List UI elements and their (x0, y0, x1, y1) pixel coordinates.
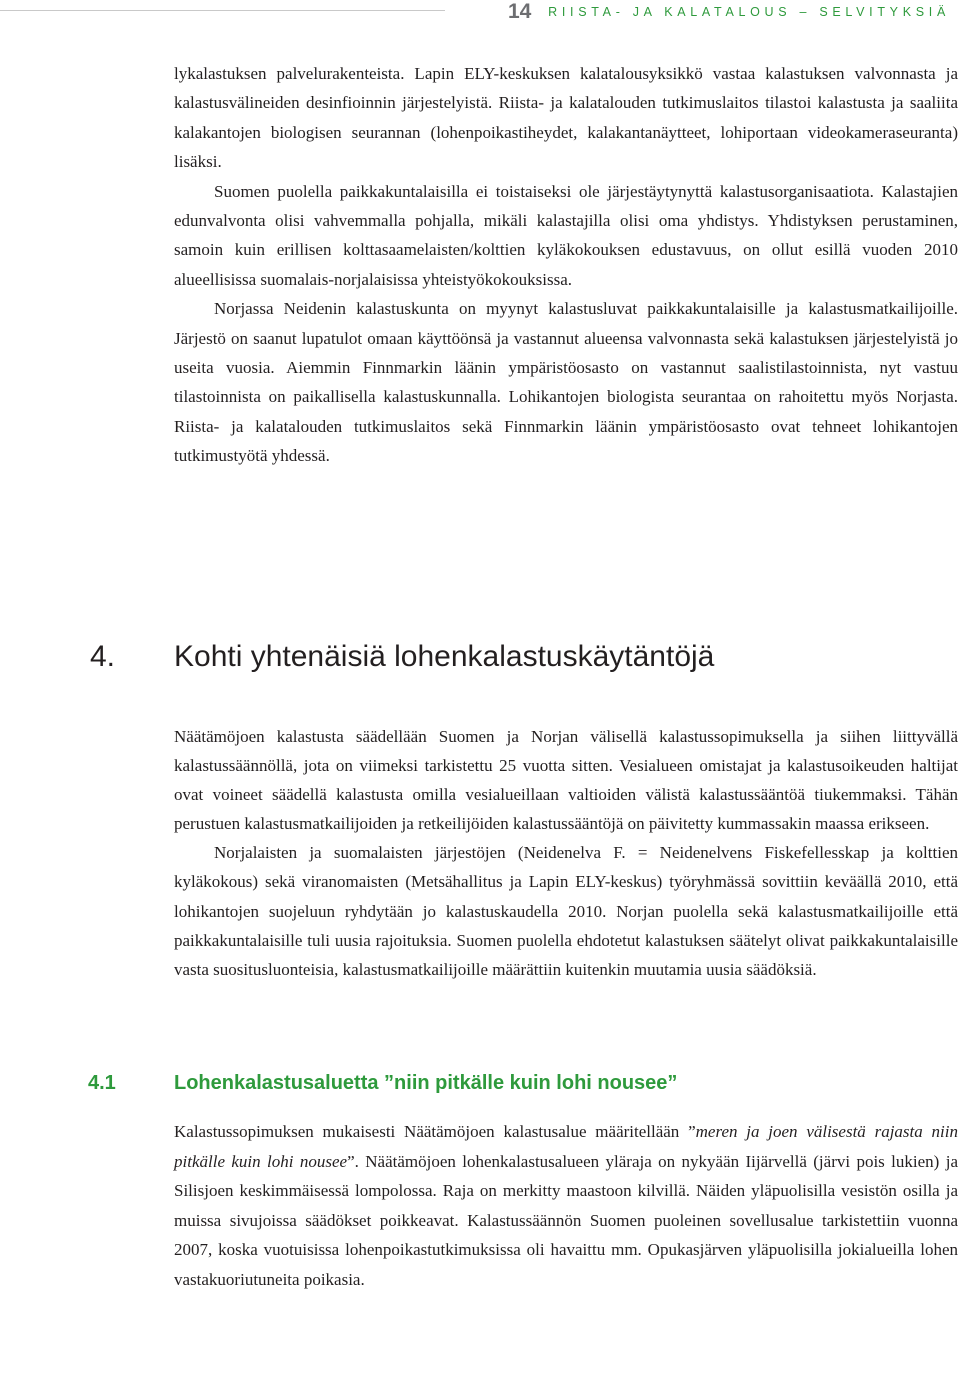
section-4-number: 4. (90, 640, 116, 673)
section-4-1-title: Lohenkalastusaluetta ”niin pitkälle kuin lohi nousee” (174, 1072, 678, 1094)
section-4-text (174, 722, 958, 984)
section-4-title: Kohti yhtenäisiä lohenkalastuskäytäntöjä (174, 640, 715, 673)
paragraph-rest: ”. Näätämöjoen lohenkalastusalueen yläraja on nykyään Iijärvellä (järvi pois lukien) ja Silisjoen keskimmäisessä lompolossa. Raja on merkitty maastoon kilvillä. Näiden yläpuolisilla vesistön osilla ja muissa sivujoissa säädökset poikkeavat. Kalastussäännön Suomen puoleinen sovellusalue tarkistettiin vuonna 2007, koska vuotuisissa lohenpoikastutkimuksissa oli havaittu mm. Opukasjärven yläpuolisilla jokialueilla lohen vastakuoriutuneita poikasia. (174, 1151, 958, 1289)
paragraph-lead: Kalastussopimuksen mukaisesti Näätämöjoen kalastusalue määritellään ” (174, 1122, 696, 1141)
paragraph-norway: Norjassa Neidenin kalastuskunta on myynyt kalastusluvat paikkakuntalaisille ja kalastusmatkailijoille. Järjestö on saanut lupatulot omaan käyttöönsä ja vastannut alueensa valvonnasta sekä kalastuksen järjestelyistä jo useita vuosia. Aiemmin Finnmarkin läänin ympäristöosasto on vastannut saalistilastoinnista, nyt vastuu tilastoinnista on paikallisella kalastuskunnalla. Lohikantojen biologista seurantaa on rahoitettu myös Norjasta. Riista- ja kalatalouden tutkimuslaitos sekä Finnmarkin läänin ympäristöosasto ovat tehneet lohikantojen tutkimustyötä yhdessä. (174, 299, 958, 466)
section-4-1-text (174, 1117, 958, 1294)
top-text-block (174, 59, 958, 471)
section-4-1-paragraph (174, 1117, 958, 1294)
header-rule (0, 10, 445, 11)
quoted-definition: meren ja joen välisestä rajasta niin pitkälle kuin lohi nousee (174, 1122, 958, 1171)
section-4-paragraph-1: Näätämöjoen kalastusta säädellään Suomen ja Norjan välisellä kalastussopimuksella ja siihen liittyvällä kalastussäännöllä, jota on viimeksi tarkistettu 25 vuotta sitten. Vesialueen omistajat ja kalastusoikeuden haltijat ovat voineet säädellä kalastusta omilla vesialueillaan valtioiden välistä kalastussääntöä tiukemmaksi. Tähän perustuen kalastusmatkailijoiden ja retkeilijöiden kalastussääntöjä on päivitetty kummassakin maassa erikseen. (174, 727, 958, 834)
section-4-1-number: 4.1 (88, 1072, 116, 1094)
section-4-paragraph-2: Norjalaisten ja suomalaisten järjestöjen (Neidenelva F. = Neidenelvens Fiskefellesskap ja kolttien kyläkokous) sekä viranomaisten (Metsähallitus ja Lapin ELY-keskus) työryhmässä sovittiin keväällä 2010, että lohikantojen suojeluun ryhdytään jo kalastuskaudella 2010. Norjan puolella sekä kalastusmatkailijoille että paikkakuntalaisille tuli uusia rajoituksia. Suomen puolella ehdotetut kalastuksen säätelyt olivat paikkakuntalaisille vasta suositusluonteisia, kalastusmatkailijoille määrättiin kuitenkin muutamia uusia säädöksiä. (174, 843, 958, 979)
paragraph-continuation: lykalastuksen palvelurakenteista. Lapin ELY-keskuksen kalatalousyksikkö vastaa kalastuksen valvonnasta ja kalastusvälineiden desinfioinnin järjestelyistä. Riista- ja kalatalouden tutkimuslaitos tilastoi kalastusta ja saaliita kalakantojen biologisen seurannan (lohenpoikastiheydet, kalakantanäytteet, lohiportaan videokameraseuranta) lisäksi. (174, 64, 958, 172)
paragraph-organisation: Suomen puolella paikkakuntalaisilla ei toistaiseksi ole järjestäytynyttä kalastusorganisaatiota. Kalastajien edunvalvonta olisi vahvemmalla pohjalla, mikäli kalastajilla olisi oma yhdistys. Yhdistyksen perustaminen, samoin kuin erillisen kolttasaamelaisten/kolttien kyläkokouksen edustavuus, on ollut esillä vuoden 2010 alueellisissa suomalais-norjalaisissa yhteistyökokouksissa. (174, 181, 958, 289)
running-head: RIISTA- JA KALATALOUS – SELVITYKSIÄ (548, 5, 950, 19)
page-number: 14 (508, 0, 532, 23)
